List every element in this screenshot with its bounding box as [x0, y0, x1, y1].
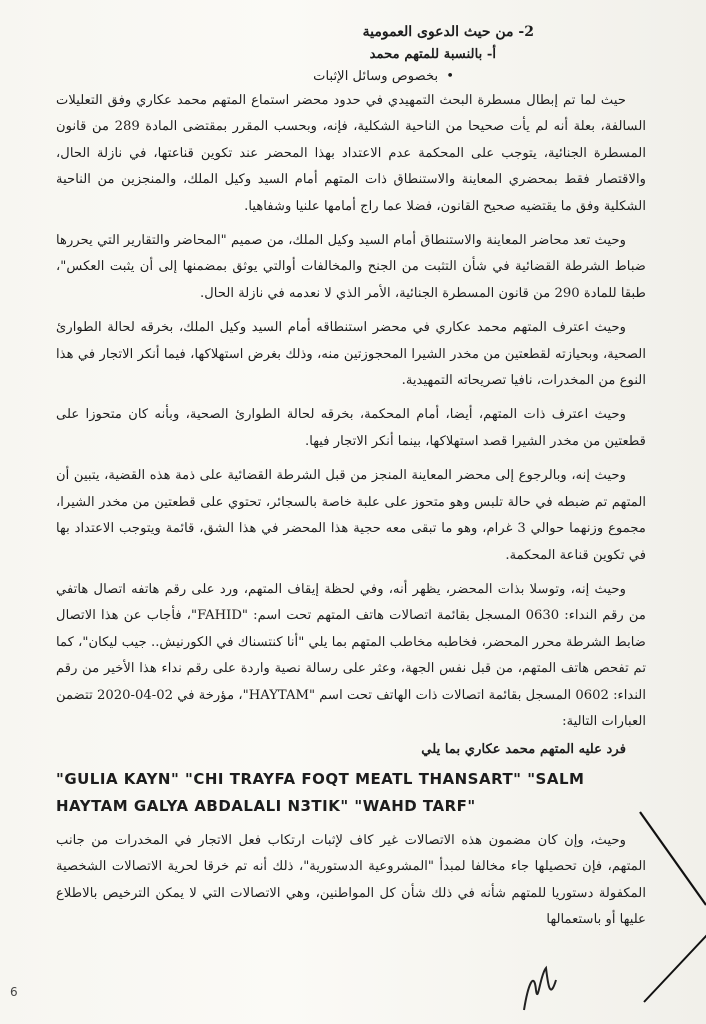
paragraph-2: وحيث تعد محاضر المعاينة والاستنطاق أمام السيد وكيل الملك، من صميم "المحاضر والتقارير التي يحررها ضباط الشرطة القضائية في شأن التثبت من الجنح والمخالفات أوالتي يوثق بمضمنها إلى أن يثبت العكس"، طبقا للمادة 290 من قانون المسطرة الجنائية، الأمر الذي لا نعدمه في نازلة الحال. [56, 233, 646, 301]
paragraph-7: وحيث، وإن كان مضمون هذه الاتصالات غير كاف لإثبات ارتكاب فعل الاتجار في المخدرات من جانب المتهم، فإن تحصيلها جاء مخالفا لمبدأ "المشروعية الدستورية"، ذلك أنه تم خرقا لحرية الاتصالات الشخصية المكفولة دستوريا للمتهم شأنه في ذلك شأن كل المواطنين، وهي الاتصالات التي لا يمكن الترخيص بالاطلاع عليها أو باستعمالها [56, 832, 646, 927]
paragraph-6: وحيث إنه، وتوسلا بذات المحضر، يظهر أنه، وفي لحظة إيقاف المتهم، ورد على رقم هاتفه اتصال هاتفي من رقم النداء: 0630 المسجل بقائمة اتصالات هاتف المتهم تحت اسم: "FAHID"، فأجاب عن هذا الاتصال ضابط الشرطة محرر المحضر، فخاطبه مخاطب المتهم بما يلي "أنا كنتسناك في الكورنيش.. جيب ليكان"، كما تم تفحص هاتف المتهم، من قبل نفس الجهة، وعثر على رسالة نصية واردة على رقم نداء هذا الأخير من رقم النداء: 0602 المسجل بقائمة اتصالات ذات الهاتف تحت اسم "HAYTAM"، مؤرخة في 02-04-2020 تتضمن العبارات التالية: [56, 581, 646, 729]
latin-message: "GULIA KAYN" "CHI TRAYFA FOQT MEATL THANSART" "SALM HAYTAM GALYA ABDALALI N3TIK" "WAHD TARF" [56, 769, 585, 815]
response-line: فرد عليه المتهم محمد عكاري بما يلي [421, 742, 626, 758]
paragraph-4: وحيث اعترف ذات المتهم، أيضا، أمام المحكمة، بخرقه لحالة الطوارئ الصحية، وبأنه كان متحوزا على قطعتين من مخدر الشيرا قصد استهلاكها، بينما أنكر الاتجار فيها. [56, 407, 646, 449]
paragraph-1: حيث لما تم إبطال مسطرة البحث التمهيدي في حدود محضر استماع المتهم محمد عكاري وفق التعليلات السالفة، بعلة أنه لم يأت صحيحا من الناحية الشكلية، فإنه، وبحسب المقرر بمقتضى المادة 289 من قانون المسطرة الجنائية، يتوجب على المحكمة عدم الاعتداد بهذا المحضر عند تكوين قناعتها، في نازلة الحال، والاقتصار فقط بمحضري المعاينة والاستنطاق ذات المتهم أمام السيد وكيل الملك، والمنجزين من الناحية الشكلية وفق ما يقتضيه صحيح القانون، فضلا عما راج أمامها علنيا وشفاهيا. [56, 93, 646, 214]
paragraph-5: وحيث إنه، وبالرجوع إلى محضر المعاينة المنجز من قبل الشرطة القضائية على ذمة هذه القضية، يتبين أن المتهم تم ضبطه في حالة تلبس وهو متحوز على علبة خاصة بالسجائر، تحتوي على قطعتين من مخدر الشيرا، مجموع وزنهما حوالي 3 غرام، وهو ما تبقى معه حجية هذا المحضر في هذا الشق، قائمة ويتوجب الاعتداد بها في تكوين قناعة المحكمة. [56, 468, 646, 563]
paragraph-3: وحيث اعترف المتهم محمد عكاري في محضر استنطاقه أمام السيد وكيل الملك، بخرقه لحالة الطوارئ الصحية، وبحيازته لقطعتين من مخدر الشيرا المحجوزتين منه، وذلك بغرض استهلاكها، فيما أنكر الاتجار في هذا النوع من المخدرات، نافيا تصريحاته التمهيدية. [56, 320, 646, 389]
bullet-evidence: • بخصوص وسائل الإثبات [56, 66, 454, 88]
page-number: 6 [10, 985, 18, 999]
subsection-a: أ- بالنسبة للمتهم محمد [369, 47, 496, 62]
section-title: 2- من حيث الدعوى العمومية [362, 24, 534, 40]
